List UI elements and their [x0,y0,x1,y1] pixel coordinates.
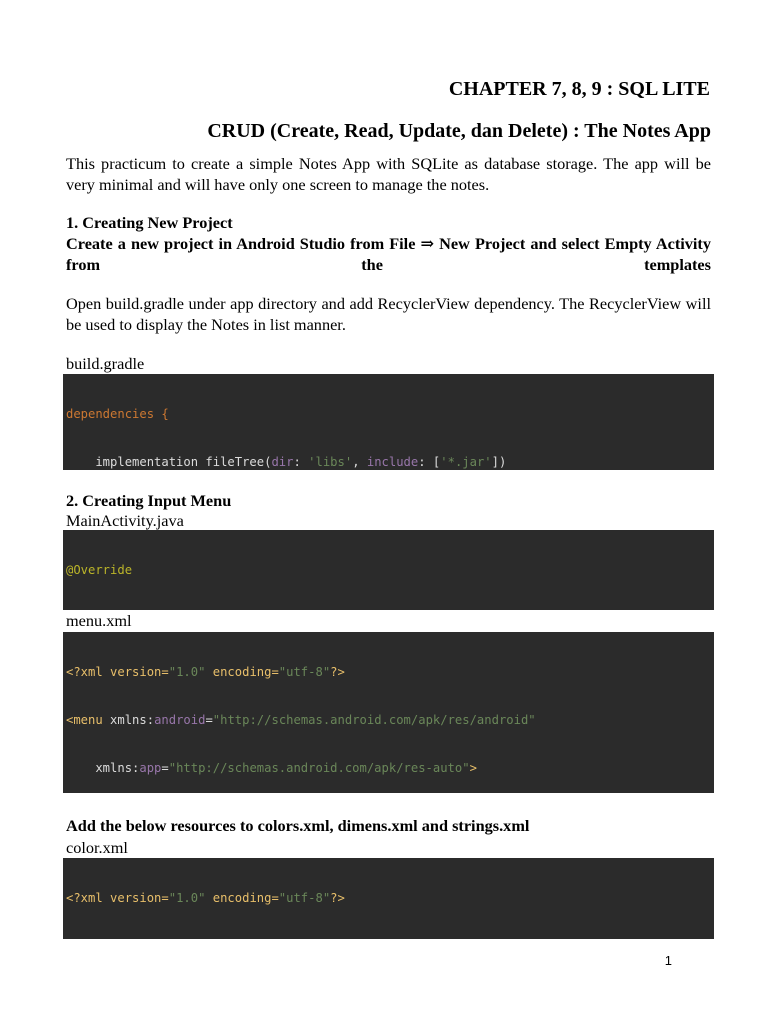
section2-heading: 2. Creating Input Menu [66,491,232,510]
code-line [66,938,714,939]
build-gradle-label: build.gradle [66,354,145,373]
section1-instruction: Create a new project in Android Studio from File ⇒ New Project and select Empty Activity from the templates [66,234,711,274]
menu-xml-code-block [63,632,714,793]
code-line: xmlns:app="http://schemas.android.com/apk/res-auto"> [66,761,477,775]
build-gradle-code-block [63,374,714,470]
section1-paragraph: Open build.gradle under app directory and add RecyclerView dependency. The RecyclerView will be used to display the Notes in list manner. [66,294,711,334]
mainactivity-code-block [63,530,714,610]
code-line: <?xml version="1.0" encoding="utf-8"?> [66,665,345,679]
resources-heading: Add the below resources to colors.xml, dimens.xml and strings.xml [66,816,530,835]
chapter-title: CHAPTER 7, 8, 9 : SQL LITE [448,78,710,100]
mainactivity-label: MainActivity.java [66,511,184,530]
page-number: 1 [664,953,672,968]
code-line: @Override [66,563,133,577]
color-xml-label: color.xml [66,838,128,857]
page-subtitle: CRUD (Create, Read, Update, dan Delete) : The Notes App [207,120,711,142]
code-line: implementation fileTree(dir: 'libs', include: ['*.jar']) [66,455,507,469]
code-line: <menu xmlns:android="http://schemas.android.com/apk/res/android" [66,713,536,727]
code-line: <?xml version="1.0" encoding="utf-8"?> [66,891,345,905]
code-line: dependencies { [66,407,169,421]
menu-xml-label: menu.xml [66,611,132,630]
color-xml-code-block [63,858,714,939]
section1-heading: 1. Creating New Project [66,213,233,232]
intro-paragraph: This practicum to create a simple Notes App with SQLite as database storage. The app will be very minimal and will have only one screen to manage the notes. [66,154,711,194]
